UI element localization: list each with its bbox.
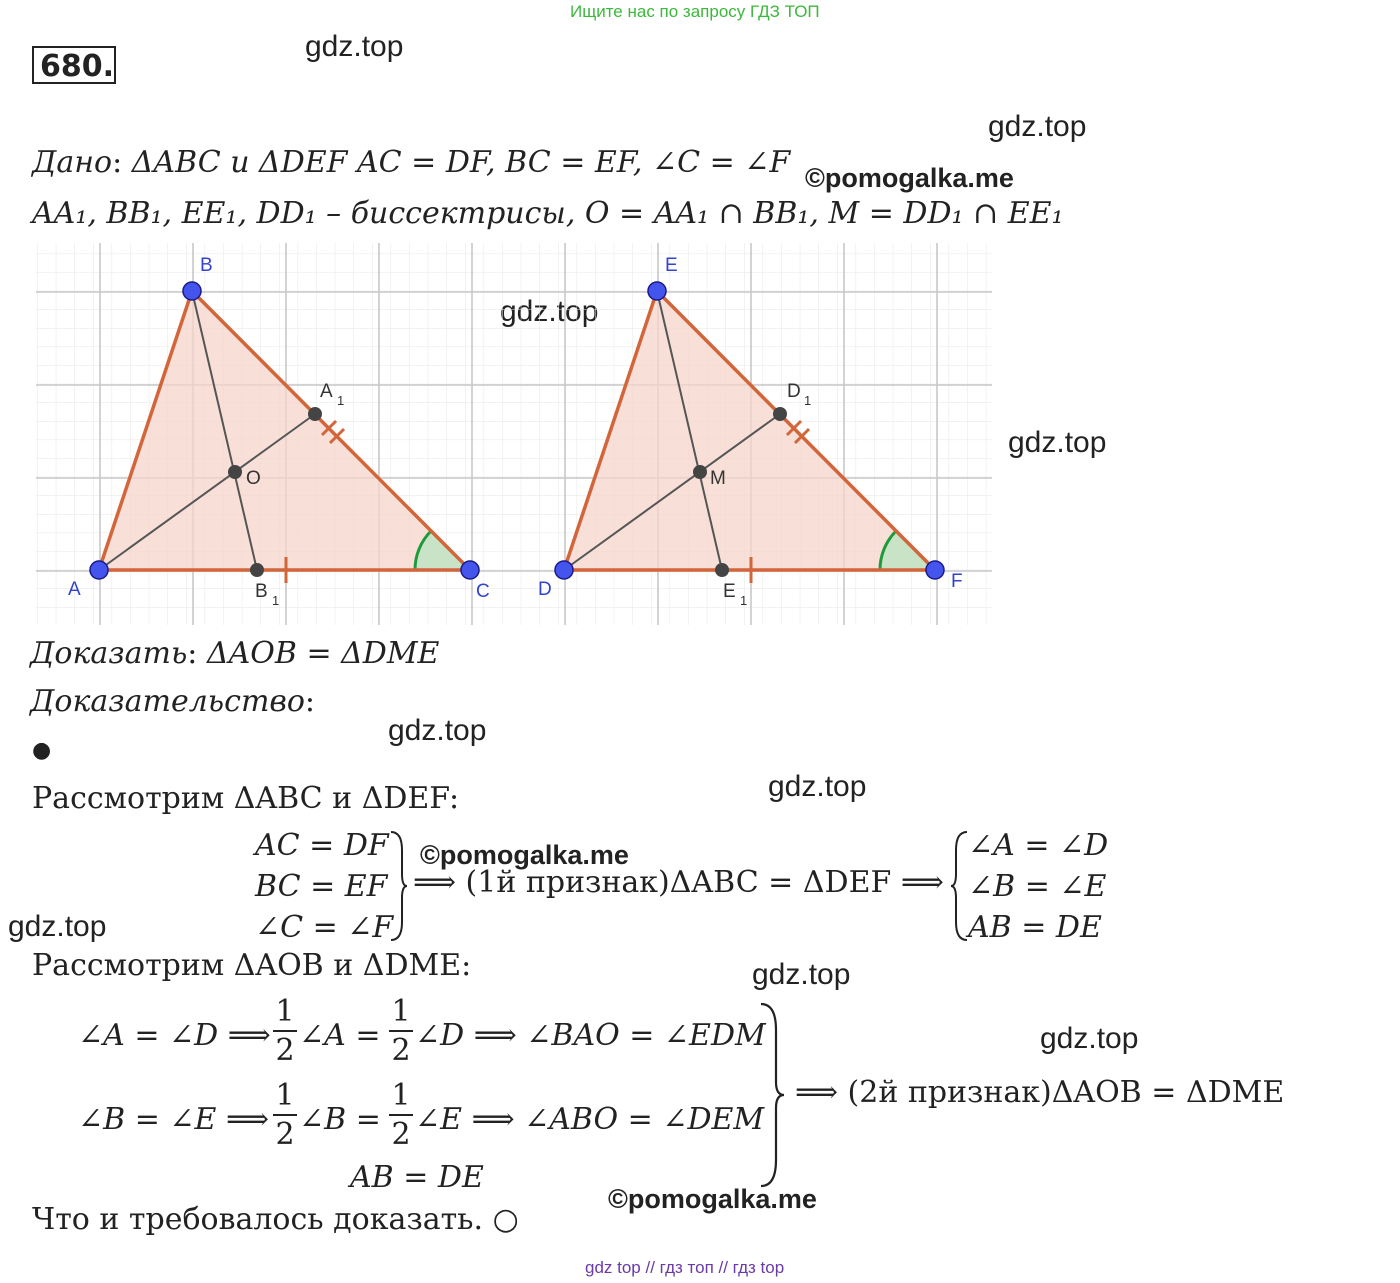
bullet: ●: [32, 738, 52, 763]
brace-left-1: [950, 830, 970, 942]
point-b: [183, 282, 201, 300]
label-d1: D: [787, 381, 801, 402]
label-o: O: [246, 468, 261, 489]
point-e: [648, 282, 666, 300]
label-a: A: [68, 579, 81, 600]
point-o: [228, 465, 242, 479]
label-d1-sub: 1: [804, 393, 812, 408]
point-d: [555, 561, 573, 579]
point-m: [693, 465, 707, 479]
result-1: ∠A = ∠D ∠B = ∠E AB = DE: [968, 828, 1109, 945]
label-e: E: [665, 255, 678, 276]
implication-2: ⟹ (2й признак)ΔAOB = ΔDME: [795, 1075, 1285, 1110]
label-a1: A: [320, 381, 333, 402]
label-f: F: [951, 571, 963, 592]
watermark-gdz: gdz.top: [1008, 426, 1107, 459]
label-b1-sub: 1: [272, 593, 280, 608]
row-1-c: ∠D ⟹ ∠BAO = ∠EDM: [415, 1018, 766, 1053]
label-e1-sub: 1: [740, 593, 748, 608]
step-2-title: Рассмотрим ΔAOB и ΔDME:: [32, 948, 472, 983]
row-2-b: ∠B =: [299, 1102, 381, 1137]
footer-links[interactable]: gdz top // гдз топ // гдз top: [585, 1258, 785, 1277]
fraction: 1 2: [389, 994, 413, 1068]
watermark-pomogalka: ©pomogalka.me: [420, 840, 629, 870]
search-hint[interactable]: Ищите нас по запросу ГДЗ ТОП: [570, 2, 820, 21]
watermark-gdz: gdz.top: [768, 770, 867, 803]
given-line-1: Дано: ΔABC и ΔDEF AC = DF, BC = EF, ∠C = ∠F: [32, 145, 791, 180]
prove-line: Доказать: ΔAOB = ΔDME: [30, 636, 440, 671]
label-e1: E: [723, 581, 736, 602]
label-c: C: [476, 581, 490, 602]
conclusion: Что и требовалось доказать. ○: [32, 1202, 519, 1237]
watermark-gdz: gdz.top: [388, 714, 487, 747]
point-b1: [250, 563, 264, 577]
brace-right-2: [758, 1002, 786, 1188]
point-a1: [308, 407, 322, 421]
row-3: AB = DE: [350, 1160, 484, 1195]
step-1-title: Рассмотрим ΔABC и ΔDEF:: [32, 781, 460, 816]
fraction: 1 2: [273, 1078, 297, 1152]
label-m: M: [710, 468, 726, 489]
label-d: D: [538, 579, 552, 600]
problem-number: 680.: [32, 46, 116, 84]
row-2-a: ∠B = ∠E ⟹: [78, 1102, 269, 1137]
label-b: B: [200, 255, 213, 276]
point-a: [90, 561, 108, 579]
label-a1-sub: 1: [337, 393, 345, 408]
row-1-b: ∠A =: [299, 1018, 381, 1053]
watermark-gdz: gdz.top: [988, 110, 1087, 143]
proof-label: Доказательство:: [30, 684, 316, 719]
point-e1: [715, 563, 729, 577]
label-b1: B: [255, 581, 268, 602]
given-line-2: AA₁, BB₁, EE₁, DD₁ – биссектрисы, O = AA₁ ∩ BB₁, M = DD₁ ∩ EE₁: [32, 196, 1064, 231]
row-2-c: ∠E ⟹ ∠ABO = ∠DEM: [415, 1102, 765, 1137]
fraction: 1 2: [273, 994, 297, 1068]
row-1-a: ∠A = ∠D ⟹: [78, 1018, 271, 1053]
watermark-gdz: gdz.top: [1040, 1022, 1139, 1055]
point-c: [461, 561, 479, 579]
watermark-gdz: gdz.top: [8, 910, 107, 943]
watermark-pomogalka: ©pomogalka.me: [608, 1184, 817, 1214]
triangles-figure: [0, 235, 1000, 630]
watermark-gdz: gdz.top: [305, 30, 404, 63]
implication-1: ⟹ (1й признак)ΔABC = ΔDEF ⟹: [413, 865, 944, 900]
point-f: [926, 561, 944, 579]
system-1: AC = DF BC = EF ∠C = ∠F: [255, 828, 394, 945]
watermark-pomogalka: ©pomogalka.me: [805, 163, 1014, 193]
fraction: 1 2: [389, 1078, 413, 1152]
point-d1: [773, 407, 787, 421]
watermark-gdz: gdz.top: [752, 958, 851, 991]
brace-right-1: [388, 830, 408, 942]
